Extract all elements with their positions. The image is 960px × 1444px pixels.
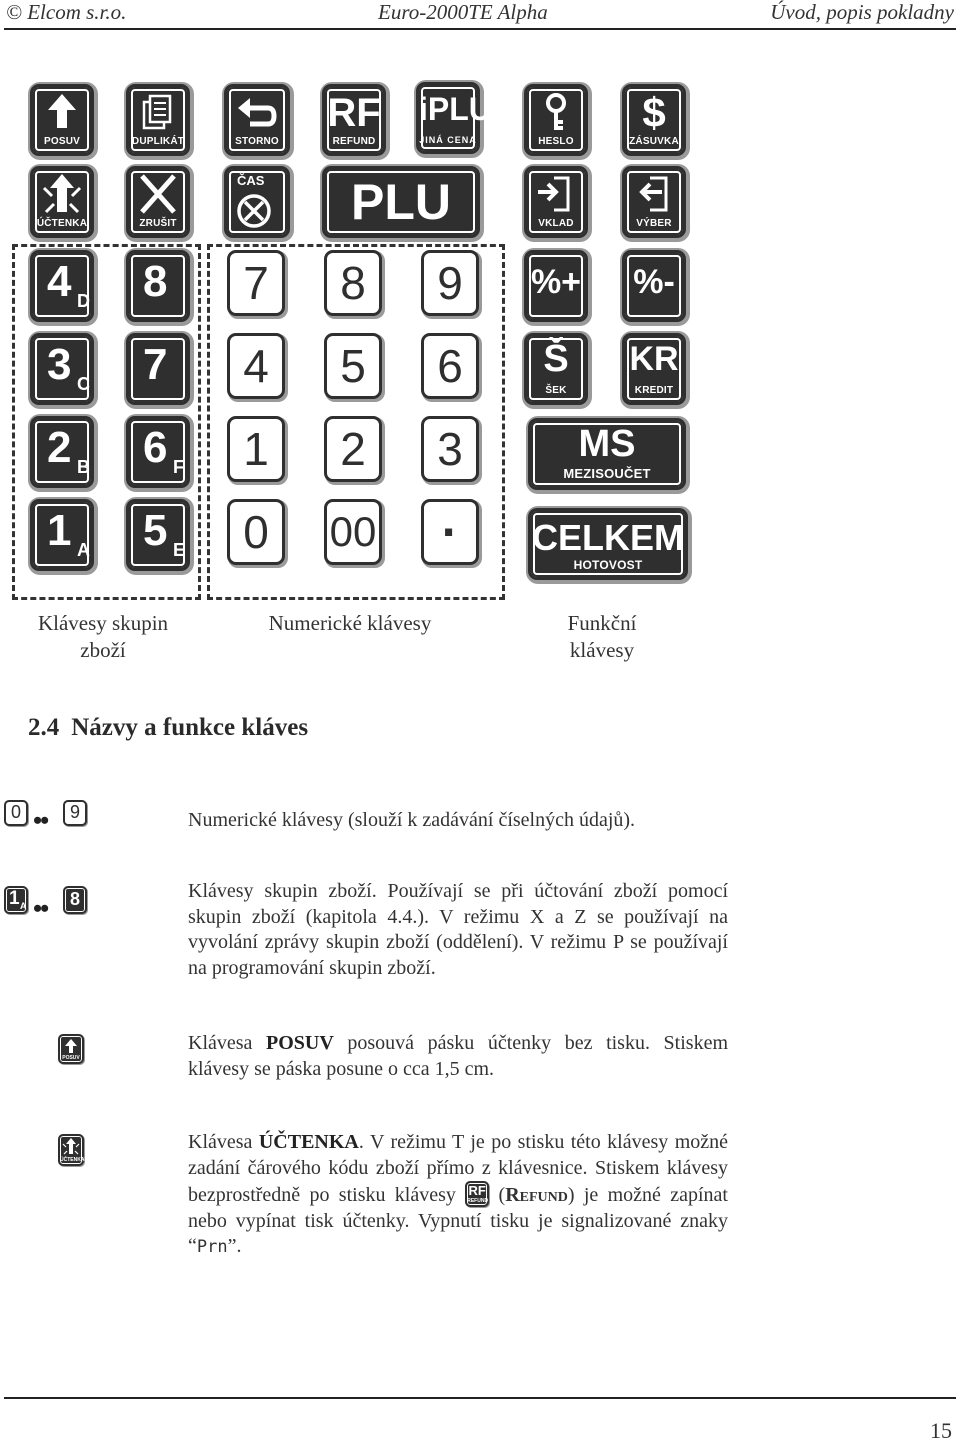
sek-key: [524, 333, 588, 405]
numeric-key-4: [227, 333, 285, 399]
display-code: Prn: [196, 1237, 228, 1257]
group-key-number: 5: [143, 506, 168, 555]
group-key-letter: D: [77, 291, 90, 311]
group-key-letter: E: [173, 540, 186, 560]
mini-posuv-label: POSUV: [62, 1055, 80, 1061]
numeric-key-7: [227, 250, 285, 316]
refund-key-big: RF: [327, 91, 381, 135]
jina-cena-key: [416, 82, 492, 154]
key-name: POSUV: [266, 1032, 334, 1054]
group-key-letter: A: [77, 540, 90, 560]
numeric-key-decimal: [421, 499, 479, 565]
celkem-key-big: CELKEM: [532, 517, 684, 558]
mini-key-label: 1: [9, 888, 20, 909]
mini-key-1a: [4, 886, 28, 914]
group-key-3: [30, 333, 94, 405]
mini-key-label: 9: [69, 802, 80, 822]
caption-function-keys: Funkční klávesy: [567, 611, 637, 662]
sek-key-label: ŠEK: [545, 385, 567, 396]
mini-key-0: [4, 800, 28, 826]
group-key-number: 7: [143, 340, 168, 389]
numeric-key-00: [324, 499, 382, 565]
jina-cena-key-big: iPLU: [419, 91, 492, 127]
inline-refund-key: [465, 1181, 489, 1207]
caption-numeric-keys: Numerické klávesy: [268, 611, 432, 635]
numeric-key-label: 7: [243, 257, 269, 309]
storno-key-label: STORNO: [235, 136, 279, 147]
percent-minus-key: [622, 250, 686, 322]
group-key-1: [30, 499, 94, 571]
group-key-letter: B: [77, 457, 90, 477]
zrusit-key-label: ZRUŠIT: [139, 218, 177, 229]
numeric-key-label: 1: [243, 423, 269, 475]
uctenka-key-label: ÚČTENKA: [36, 218, 88, 229]
group-key-number: 3: [47, 340, 72, 389]
heslo-key: [524, 84, 588, 156]
mini-uctenka-label: ÚČTENKA: [60, 1157, 85, 1163]
numeric-key-label: 0: [243, 506, 269, 558]
kredit-key: [622, 333, 686, 405]
header-rule: [4, 28, 956, 30]
section-heading: [28, 714, 308, 742]
mini-key-label: 8: [69, 889, 80, 909]
pages-icon: [126, 86, 190, 142]
group-key-number: 8: [143, 257, 168, 306]
key-name: Refund: [505, 1184, 568, 1206]
plu-key-big: PLU: [351, 174, 451, 230]
celkem-key: [528, 508, 688, 580]
deposit-icon: [524, 168, 588, 224]
mini-uctenka-key: [58, 1134, 84, 1166]
plu-key: [322, 166, 480, 238]
mezisoucet-key: [528, 418, 686, 490]
numeric-key-3: [421, 416, 479, 482]
kredit-key-label: KREDIT: [634, 385, 674, 396]
numeric-key-label: 4: [243, 340, 269, 392]
mini-key-9: [63, 800, 87, 826]
posuv-key-label: POSUV: [43, 136, 80, 147]
group-keys-description: Klávesy skupin zboží. Používají se při účtování zboží pomocí skupin zboží (kapitola 4.4.). V režimu X a Z se používají na vyvolání zprávy skupin zboží (oddělení). V režimu P se používají na programování skupin zboží.: [188, 880, 728, 979]
mini-key-label: 0: [10, 802, 21, 822]
celkem-key-label: HOTOVOST: [573, 558, 643, 572]
sek-key-big: Š: [543, 338, 569, 380]
text-run: (: [489, 1184, 506, 1206]
inline-refund-label: REFUND: [467, 1198, 489, 1204]
numeric-key-label: 8: [340, 257, 366, 309]
zasuvka-key-label: ZÁSUVKA: [629, 136, 679, 147]
numeric-key-2: [324, 416, 382, 482]
mini-posuv-key: [58, 1034, 84, 1064]
arrow-up-icon: [60, 1037, 82, 1055]
page-number: 15: [930, 1418, 952, 1443]
key-icon: [524, 86, 588, 142]
posuv-key: [30, 84, 94, 156]
header-product: Euro-2000TE Alpha: [378, 0, 548, 24]
numeric-key-0: [227, 499, 285, 565]
text-run: Klávesa: [188, 1032, 266, 1054]
footer-rule: [4, 1397, 956, 1399]
cas-key-label: ČAS: [237, 173, 265, 188]
group-key-number: 2: [47, 423, 72, 472]
page-header: [0, 0, 960, 30]
group-key-8: [126, 250, 190, 322]
storno-key: [224, 84, 290, 156]
refund-key-label: REFUND: [332, 136, 376, 147]
receipt-arrow-icon: [60, 1137, 82, 1157]
uctenka-key: [30, 166, 94, 238]
group-key-letter: C: [77, 374, 90, 394]
refund-key: [322, 84, 386, 156]
duplikat-key: [126, 84, 190, 156]
numeric-key-label: 00: [329, 508, 377, 555]
duplikat-key-label: DUPLIKÁT: [131, 136, 185, 147]
group-key-number: 6: [143, 423, 168, 472]
numeric-keys-description: Numerické klávesy (slouží k zadávání číselných údajů).: [188, 809, 636, 831]
mezisoucet-key-big: MS: [578, 423, 636, 465]
inline-refund-big: RF: [468, 1183, 486, 1198]
text-run: . V režimu T je po stisku této klávesy možné zadání čárového kódu zboží přímo z klávesnice. Stiskem klávesy bezprostředně po stisku klávesy: [188, 1131, 729, 1206]
vklad-key-label: VKLAD: [538, 218, 574, 229]
x-icon: [126, 168, 190, 224]
header-section: Úvod, popis pokladny: [770, 0, 954, 24]
withdraw-icon: [622, 168, 686, 224]
numeric-key-label: 5: [340, 340, 366, 392]
group-key-number: 1: [47, 506, 72, 555]
receipt-arrow-icon: [30, 168, 94, 224]
text-run: Klávesa: [188, 1131, 259, 1153]
numeric-key-1: [227, 416, 285, 482]
group-key-6: [126, 416, 190, 488]
numeric-key-label: 3: [437, 423, 463, 475]
text-run: ”.: [227, 1235, 242, 1257]
group-key-5: [126, 499, 190, 571]
numeric-key-8: [324, 250, 382, 316]
heslo-key-label: HESLO: [538, 136, 574, 147]
mezisoucet-key-label: MEZISOUČET: [563, 466, 651, 481]
group-key-7: [126, 333, 190, 405]
numeric-key-6: [421, 333, 479, 399]
jina-cena-key-label: JINÁ CENA: [419, 135, 477, 145]
clock-x-icon: [224, 169, 288, 235]
numeric-key-label: ·: [441, 504, 459, 560]
section-title: Názvy a funkce kláves: [71, 714, 309, 741]
zrusit-key: [126, 166, 190, 238]
zasuvka-key-big: $: [642, 89, 666, 136]
header-company: © Elcom s.r.o.: [6, 0, 127, 24]
posuv-description: [188, 1031, 728, 1082]
group-key-4: [30, 250, 94, 322]
numeric-key-label: 9: [437, 257, 463, 309]
numeric-key-5: [324, 333, 382, 399]
numeric-key-9: [421, 250, 479, 316]
undo-arrow-icon: [224, 86, 288, 142]
section-number: 2.4: [28, 714, 60, 741]
group-key-number: 4: [47, 257, 72, 306]
group-key-letter: F: [173, 457, 184, 477]
vyber-key-label: VÝBER: [636, 218, 672, 229]
mini-key-8: [63, 886, 87, 914]
text-run: ): [567, 1184, 575, 1206]
key-name: ÚČTENKA: [258, 1131, 359, 1153]
range-dots: ••: [33, 806, 48, 835]
numeric-key-label: 6: [437, 340, 463, 392]
text-run: posouvá pásku účtenky bez tisku. Stiskem klávesy se páska posune o cca 1,5 cm.: [188, 1032, 728, 1080]
kredit-key-big: KR: [629, 340, 679, 378]
text-run: je možné zapínat nebo vypínat tisk účtenky. Vypnutí tisku je signalizované znaky “: [188, 1184, 728, 1257]
percent-minus-key-big: %-: [633, 263, 675, 301]
uctenka-description: [188, 1130, 728, 1261]
arrow-up-icon: [30, 86, 94, 142]
vklad-key: [524, 166, 588, 238]
zasuvka-key: [622, 84, 686, 156]
mini-key-letter: A: [20, 901, 27, 911]
range-dots: ••: [33, 894, 48, 923]
caption-group-keys: Klávesy skupin zboží: [37, 611, 169, 662]
vyber-key: [622, 166, 686, 238]
numeric-key-label: 2: [340, 423, 366, 475]
percent-plus-key-big: %+: [530, 263, 582, 301]
group-key-2: [30, 416, 94, 488]
cas-key: [224, 166, 290, 238]
percent-plus-key: [524, 250, 588, 322]
